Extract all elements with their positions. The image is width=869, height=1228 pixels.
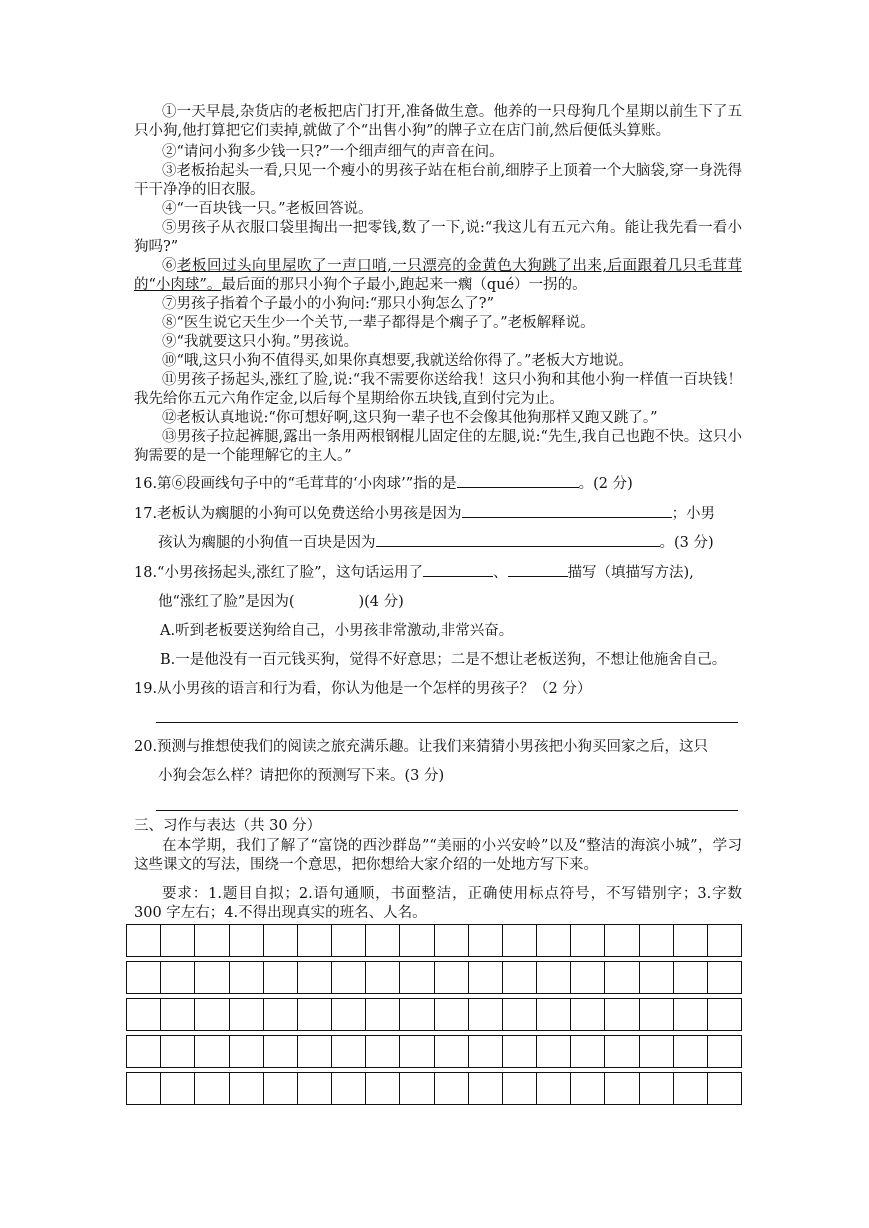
grid-cell[interactable] — [640, 999, 674, 1030]
question-19: 19.从小男孩的语言和行为看，你认为他是一个怎样的男孩子？（2 分） — [134, 681, 592, 697]
grid-row — [126, 924, 742, 957]
grid-cell[interactable] — [708, 962, 741, 993]
grid-cell[interactable] — [400, 1036, 434, 1067]
answer-blank-17a[interactable] — [462, 503, 672, 518]
passage-paragraph-3: ③老板抬起头一看,只见一个瘦小的男孩子站在柜台前,细脖子上顶着一个大脑袋,穿一身洗得干干净净的旧衣服。 — [134, 163, 742, 198]
grid-cell[interactable] — [298, 999, 332, 1030]
passage-paragraph-8: ⑧“医生说它天生少一个关节,一辈子都得是个瘸子了。”老板解释说。 — [162, 315, 595, 331]
grid-cell[interactable] — [161, 925, 195, 956]
grid-cell[interactable] — [264, 1073, 298, 1104]
grid-cell[interactable] — [400, 1073, 434, 1104]
grid-cell[interactable] — [127, 962, 161, 993]
question-16: 16.第⑥段画线句子中的“毛茸茸的‘小肉球’”指的是 。(2 分) — [134, 473, 742, 494]
answer-blank-16[interactable] — [457, 473, 579, 488]
grid-cell[interactable] — [161, 1073, 195, 1104]
grid-cell[interactable] — [366, 1036, 400, 1067]
grid-cell[interactable] — [435, 925, 469, 956]
grid-cell[interactable] — [571, 1036, 605, 1067]
grid-cell[interactable] — [127, 925, 161, 956]
question-20-line-1: 20.预测与推想使我们的阅读之旅充满乐趣。让我们来猜猜小男孩把小狗买回家之后，这只 — [134, 739, 709, 755]
grid-cell[interactable] — [298, 925, 332, 956]
grid-cell[interactable] — [469, 925, 503, 956]
grid-cell[interactable] — [230, 1073, 264, 1104]
grid-cell[interactable] — [230, 962, 264, 993]
grid-cell[interactable] — [195, 962, 229, 993]
grid-cell[interactable] — [674, 999, 708, 1030]
grid-cell[interactable] — [537, 1036, 571, 1067]
grid-cell[interactable] — [571, 1073, 605, 1104]
grid-cell[interactable] — [298, 1036, 332, 1067]
grid-cell[interactable] — [264, 1036, 298, 1067]
grid-cell[interactable] — [674, 1036, 708, 1067]
grid-row — [126, 961, 742, 994]
answer-blank-18a[interactable] — [423, 562, 493, 577]
grid-cell[interactable] — [605, 925, 639, 956]
passage-paragraph-6 — [134, 257, 742, 295]
grid-cell[interactable] — [400, 962, 434, 993]
grid-cell[interactable] — [503, 962, 537, 993]
grid-cell[interactable] — [230, 999, 264, 1030]
grid-cell[interactable] — [640, 1036, 674, 1067]
question-18-option-a: A.听到老板要送狗给自己，小男孩非常激动,非常兴奋。 — [160, 623, 514, 639]
question-20-line-2: 小狗会怎么样？请把你的预测写下来。(3 分) — [158, 768, 445, 784]
grid-cell[interactable] — [435, 1036, 469, 1067]
grid-cell[interactable] — [298, 962, 332, 993]
passage-paragraph-10: ⑩“哦,这只小狗不值得买,如果你真想要,我就送给你得了。”老板大方地说。 — [162, 353, 633, 369]
grid-cell[interactable] — [503, 1073, 537, 1104]
grid-cell[interactable] — [230, 925, 264, 956]
answer-blank-17b[interactable] — [376, 532, 660, 547]
passage-paragraph-1: ①一天早晨,杂货店的老板把店门打开,准备做生意。他养的一只母狗几个星期以前生下了五只小狗,他打算把它们卖掉,就做了个“出售小狗”的牌子立在店门前,然后便低头算账。 — [134, 104, 742, 139]
grid-cell[interactable] — [161, 999, 195, 1030]
grid-cell[interactable] — [195, 925, 229, 956]
grid-cell[interactable] — [264, 962, 298, 993]
passage-paragraph-2: ②“请问小狗多少钱一只?”一个细声细气的声音在问。 — [162, 144, 504, 160]
grid-cell[interactable] — [264, 999, 298, 1030]
grid-cell[interactable] — [400, 925, 434, 956]
answer-line-19[interactable] — [156, 722, 738, 723]
grid-cell[interactable] — [605, 1073, 639, 1104]
grid-cell[interactable] — [366, 925, 400, 956]
grid-cell[interactable] — [640, 925, 674, 956]
grid-cell[interactable] — [127, 1073, 161, 1104]
grid-cell[interactable] — [332, 925, 366, 956]
grid-cell[interactable] — [640, 1073, 674, 1104]
grid-cell[interactable] — [605, 962, 639, 993]
passage-paragraph-4: ④“一百块钱一只。”老板回答说。 — [162, 201, 373, 217]
grid-cell[interactable] — [674, 1073, 708, 1104]
grid-cell[interactable] — [674, 925, 708, 956]
grid-cell[interactable] — [161, 1036, 195, 1067]
question-18-line-2: 他“涨红了脸”是因为( )(4 分) — [158, 594, 404, 610]
grid-cell[interactable] — [127, 1036, 161, 1067]
writing-requirements: 要求：1.题目自拟；2.语句通顺，书面整洁，正确使用标点符号，不写错别字；3.字数 300 字左右；4.不得出现真实的班名、人名。 — [134, 886, 742, 921]
grid-cell[interactable] — [400, 999, 434, 1030]
grid-cell[interactable] — [127, 999, 161, 1030]
grid-cell[interactable] — [332, 1036, 366, 1067]
grid-cell[interactable] — [435, 962, 469, 993]
grid-cell[interactable] — [469, 1036, 503, 1067]
grid-cell[interactable] — [537, 999, 571, 1030]
grid-cell[interactable] — [605, 999, 639, 1030]
grid-cell[interactable] — [640, 962, 674, 993]
passage-paragraph-13: ⑬男孩子拉起裤腿,露出一条用两根钢棍儿固定住的左腿,说:“先生,我自己也跑不快。这只小狗需要的是一个能理解它的主人。” — [134, 429, 742, 464]
grid-cell[interactable] — [708, 999, 741, 1030]
grid-cell[interactable] — [469, 999, 503, 1030]
grid-cell[interactable] — [708, 1036, 741, 1067]
question-17-line-1: 17.老板认为瘸腿的小狗可以免费送给小男孩是因为 ；小男 — [134, 503, 742, 524]
grid-cell[interactable] — [161, 962, 195, 993]
question-18-line-1: 18.“小男孩扬起头,涨红了脸”，这句话运用了 、 描写（填描写方法), — [134, 562, 742, 583]
question-17-line-2: 孩认为瘸腿的小狗值一百块是因为 。(3 分) — [158, 532, 742, 553]
grid-cell[interactable] — [708, 925, 741, 956]
paragraph-6-rest: 最后面的那只小狗个子最小,跑起来一瘸（qué）一拐的。 — [221, 277, 587, 293]
grid-row — [126, 1035, 742, 1068]
grid-cell[interactable] — [366, 999, 400, 1030]
grid-cell[interactable] — [674, 962, 708, 993]
passage-paragraph-7: ⑦男孩子指着个子最小的小狗问:“那只小狗怎么了?” — [162, 296, 494, 312]
grid-cell[interactable] — [195, 1073, 229, 1104]
writing-intro: 在本学期，我们了解了“富饶的西沙群岛”“美丽的小兴安岭”以及“整洁的海滨小城”，学习这些课文的写法，围绕一个意思，把你想给大家介绍的一处地方写下来。 — [134, 838, 742, 873]
grid-cell[interactable] — [435, 999, 469, 1030]
grid-cell[interactable] — [503, 925, 537, 956]
grid-cell[interactable] — [571, 999, 605, 1030]
grid-cell[interactable] — [605, 1036, 639, 1067]
grid-cell[interactable] — [366, 962, 400, 993]
grid-cell[interactable] — [264, 925, 298, 956]
grid-cell[interactable] — [435, 1073, 469, 1104]
grid-cell[interactable] — [537, 1073, 571, 1104]
passage-paragraph-12: ⑫老板认真地说:“你可想好啊,这只狗一辈子也不会像其他狗那样又跑又跳了。” — [162, 410, 658, 426]
grid-cell[interactable] — [571, 925, 605, 956]
grid-cell[interactable] — [332, 999, 366, 1030]
grid-cell[interactable] — [230, 1036, 264, 1067]
grid-cell[interactable] — [332, 962, 366, 993]
grid-cell[interactable] — [708, 1073, 741, 1104]
grid-cell[interactable] — [332, 1073, 366, 1104]
grid-cell[interactable] — [366, 1073, 400, 1104]
grid-cell[interactable] — [195, 1036, 229, 1067]
underlined-sentence: 老板回过头向里屋吹了一声口哨,一只漂亮的金黄色大狗跳了出来,后面跟着几只毛茸茸的“小肉球”。 — [134, 258, 743, 293]
grid-row — [126, 1072, 742, 1105]
grid-cell[interactable] — [503, 999, 537, 1030]
answer-line-20[interactable] — [156, 810, 738, 811]
grid-cell[interactable] — [537, 962, 571, 993]
grid-cell[interactable] — [503, 1036, 537, 1067]
grid-cell[interactable] — [571, 962, 605, 993]
answer-blank-18b[interactable] — [508, 562, 568, 577]
passage-paragraph-5: ⑤男孩子从衣服口袋里掏出一把零钱,数了一下,说:“我这儿有五元六角。能让我先看一看小狗吗?” — [134, 220, 742, 255]
question-18-option-b: B.一是他没有一百元钱买狗，觉得不好意思；二是不想让老板送狗，不想让他施舍自己。 — [160, 652, 727, 668]
grid-cell[interactable] — [469, 1073, 503, 1104]
grid-row — [126, 998, 742, 1031]
grid-cell[interactable] — [298, 1073, 332, 1104]
paragraph-6-number: ⑥ — [162, 258, 178, 274]
grid-cell[interactable] — [469, 962, 503, 993]
grid-cell[interactable] — [195, 999, 229, 1030]
writing-section-heading: 三、习作与表达（共 30 分） — [134, 818, 322, 834]
passage-paragraph-9: ⑨“我就要这只小狗。”男孩说。 — [162, 334, 359, 350]
grid-cell[interactable] — [537, 925, 571, 956]
writing-grid[interactable] — [126, 924, 742, 1109]
passage-paragraph-11: ⑪男孩子扬起头,涨红了脸,说:“我不需要你送给我！这只小狗和其他小狗一样值一百块钱！我先给你五元六角作定金,以后每个星期给你五块钱,直到付完为止。 — [134, 372, 742, 407]
